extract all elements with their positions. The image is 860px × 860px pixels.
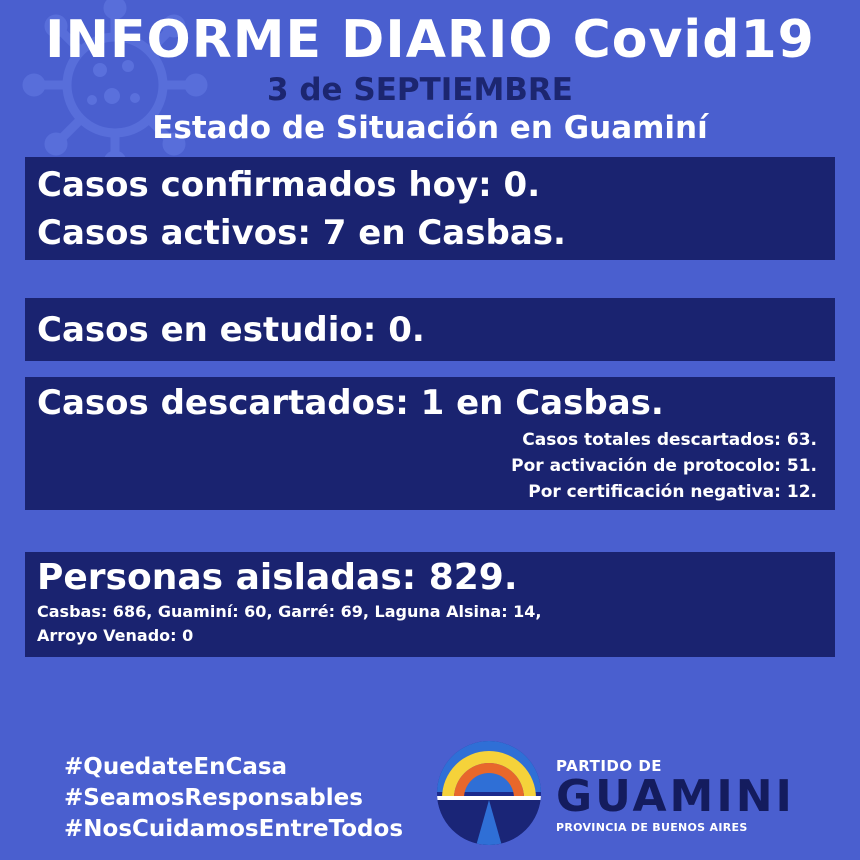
hashtag-list [64,752,403,845]
discarded-protocol-text: Por activación de protocolo: 51. [511,456,817,476]
discarded-total-text: Casos totales descartados: 63. [522,430,817,450]
brand-name: GUAMINI [556,771,795,822]
page-subtitle: Estado de Situación en Guaminí [152,110,708,146]
confirmed-today-text: Casos confirmados hoy: 0. [37,165,541,205]
study-cases-text: Casos en estudio: 0. [37,310,425,350]
hashtag-item: #NosCuidamosEntreTodos [64,816,404,842]
confirmed-cases-panel [25,157,835,260]
isolated-people-text: Personas aisladas: 829. [37,557,518,598]
page-title: INFORME DIARIO Covid19 [45,10,815,70]
report-date: 3 de SEPTIEMBRE [267,72,573,108]
isolated-breakdown-text: Casbas: 686, Guaminí: 60, Garré: 69, Laguna Alsina: 14, [37,602,542,621]
brand-province: PROVINCIA DE BUENOS AIRES [556,821,748,834]
discarded-cases-text: Casos descartados: 1 en Casbas. [37,383,664,423]
brand-prefix: PARTIDO DE [556,757,663,775]
hashtag-item: #QuedateEnCasa [64,754,288,780]
hashtag-item: #SeamosResponsables [64,785,363,811]
discarded-cases-panel [25,377,835,510]
isolated-people-panel [25,552,835,657]
study-cases-panel [25,298,835,361]
guamini-logo-icon [436,740,542,846]
discarded-negative-text: Por certificación negativa: 12. [528,482,817,502]
active-cases-text: Casos activos: 7 en Casbas. [37,213,566,253]
isolated-breakdown-text-2: Arroyo Venado: 0 [37,626,194,645]
brand-block [556,757,795,834]
